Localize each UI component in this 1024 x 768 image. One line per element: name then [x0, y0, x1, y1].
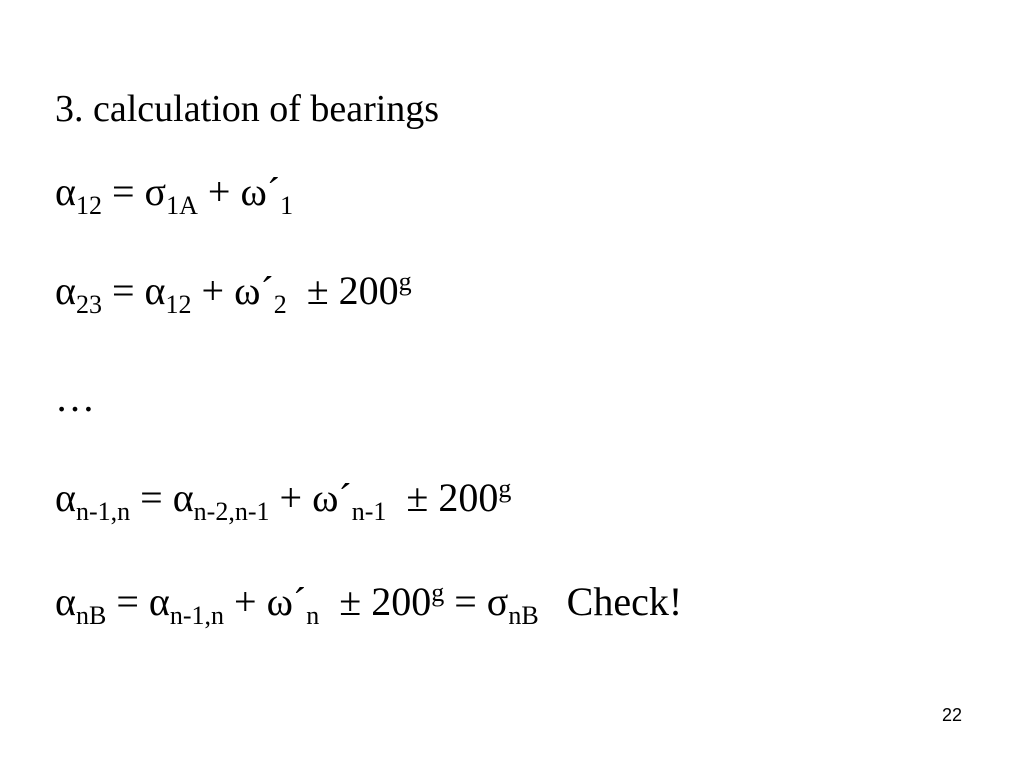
equals-sign: =: [130, 475, 173, 520]
gon-superscript: g: [498, 474, 512, 503]
plus-sign: +: [191, 268, 235, 313]
slide-title: 3. calculation of bearings: [55, 88, 440, 130]
subscript: nB: [75, 601, 107, 630]
subscript: n-1,n: [169, 601, 225, 630]
plus-sign: +: [224, 579, 267, 624]
check-label: Check!: [566, 579, 683, 624]
plus-minus-term: ± 200: [386, 475, 499, 520]
subscript: n-1: [351, 497, 387, 526]
subscript: 12: [165, 290, 192, 319]
equation-alpha-nb: [55, 578, 683, 630]
gon-superscript: g: [398, 267, 412, 296]
omega-symbol: ω´: [234, 268, 274, 313]
alpha-symbol: α: [55, 268, 76, 313]
equals-sign: =: [444, 579, 487, 624]
subscript: n: [306, 601, 320, 630]
equation-alpha-23: [55, 267, 412, 319]
subscript: 1A: [166, 191, 198, 220]
omega-symbol: ω´: [266, 579, 307, 624]
equals-sign: =: [101, 169, 145, 214]
alpha-symbol: α: [144, 268, 166, 313]
subscript: 2: [273, 290, 287, 319]
subscript: n-2,n-1: [193, 497, 270, 526]
page-number: 22: [941, 705, 962, 725]
plus-sign: +: [197, 169, 241, 214]
alpha-symbol: α: [148, 579, 170, 624]
subscript: 23: [75, 290, 102, 319]
equals-sign: =: [106, 579, 149, 624]
ellipsis-line: [55, 375, 95, 420]
alpha-symbol: α: [55, 475, 76, 520]
plus-minus-term: ± 200: [286, 268, 399, 313]
omega-symbol: ω´: [240, 169, 281, 214]
equation-alpha-12: [55, 169, 294, 220]
plus-sign: +: [269, 475, 313, 520]
subscript: 1: [280, 191, 294, 220]
omega-symbol: ω´: [312, 475, 352, 520]
sigma-symbol: σ: [144, 169, 167, 214]
alpha-symbol: α: [55, 169, 76, 214]
plus-minus-term: ± 200: [319, 579, 432, 624]
gon-superscript: g: [431, 578, 445, 607]
alpha-symbol: α: [172, 475, 194, 520]
equation-alpha-n-1-n: [55, 474, 512, 526]
subscript: nB: [508, 601, 539, 630]
subscript: 12: [75, 191, 102, 220]
equals-sign: =: [101, 268, 145, 313]
ellipsis: …: [55, 375, 95, 420]
subscript: n-1,n: [75, 497, 131, 526]
alpha-symbol: α: [55, 579, 76, 624]
sigma-symbol: σ: [486, 579, 509, 624]
